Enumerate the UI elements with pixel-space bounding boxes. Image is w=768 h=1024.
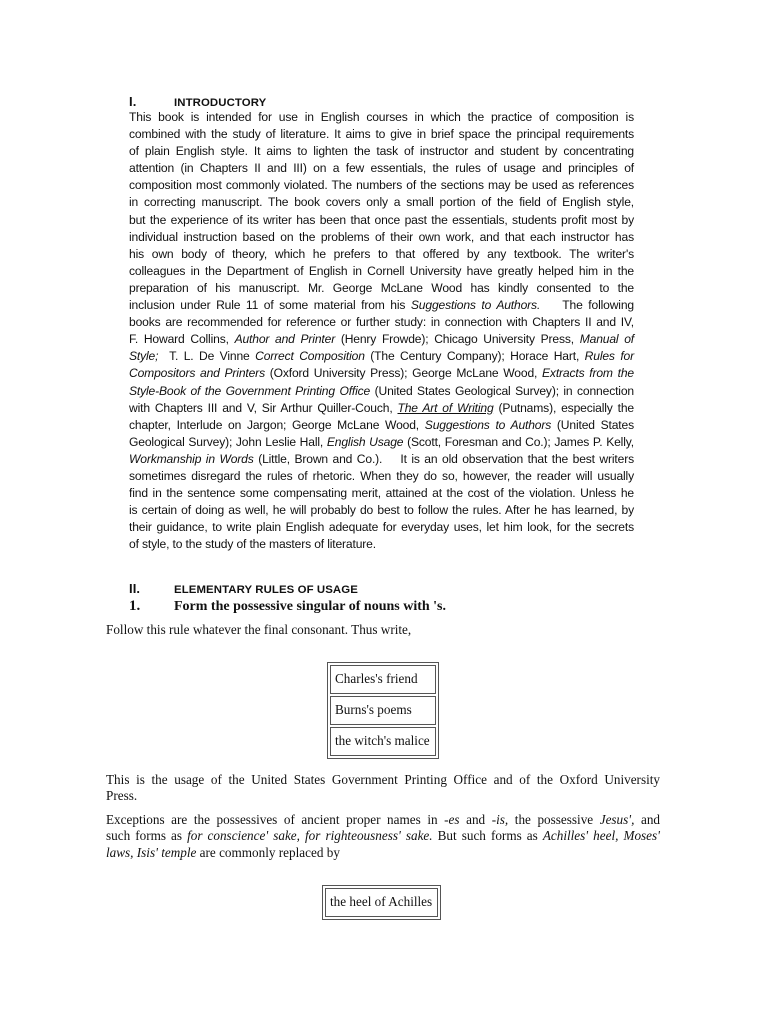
text-line: his own body of theory, which he prefers to that offered by any textbook. The writer's	[129, 246, 634, 261]
text-line: their guidance, to write plain English adequate for everyday uses, let him look, for the secrets	[129, 520, 634, 535]
text-line	[106, 845, 660, 861]
exceptions-paragraph	[106, 812, 660, 861]
text-line: individual instruction based on the problems of their own work, and that each instructor has	[129, 229, 634, 244]
text-line	[106, 812, 660, 828]
text-run: Geological Survey); John Leslie Hall,	[129, 434, 327, 449]
text-line: sometimes disregard the rules of rhetoric. When they do so, however, the reader will usually	[129, 468, 634, 483]
text-run: are commonly replaced by	[196, 844, 340, 860]
text-line	[129, 365, 634, 382]
usage-paragraph	[106, 772, 660, 805]
text-run: (Oxford University Press); George McLane Wood,	[264, 366, 543, 381]
text-line: in correcting manuscript. The book covers only a small portion of the field of English style,	[129, 195, 634, 210]
text-line: of style, to the study of the masters of literature.	[129, 537, 376, 552]
book-title: Manual of	[579, 332, 634, 347]
text-line	[129, 348, 634, 365]
text-run: inclusion under Rule 11 of some material from his	[129, 298, 411, 313]
text-run: The following	[540, 298, 634, 313]
text-line	[129, 400, 634, 417]
text-run: (United States Geological Survey); in connection	[370, 383, 634, 398]
book-title: Suggestions to Authors	[424, 417, 552, 432]
text-line: This book is intended for use in English courses in which the practice of composition is	[129, 110, 634, 124]
italic-run: Jesus',	[599, 812, 635, 827]
section-heading-introductory	[129, 94, 266, 109]
text-run: T. L. De Vinne	[163, 349, 256, 364]
text-run: Exceptions are the possessives of ancient proper names in	[106, 812, 445, 827]
text-run: the possessive	[508, 812, 600, 827]
text-line: colleagues in the Department of English in Cornell University have greatly helped him in the	[129, 263, 634, 278]
text-line	[129, 331, 634, 348]
text-line: Press.	[106, 788, 138, 804]
italic-run: for conscience' sake, for righteousness' sake.	[187, 828, 433, 844]
text-run: (The Century Company); Horace Hart,	[364, 349, 585, 364]
book-title: Style;	[129, 349, 164, 364]
replacement-table	[322, 885, 441, 920]
text-line: but the experience of its writer has been that once past the essentials, students profit most by	[129, 212, 634, 227]
table-cell: the heel of Achilles	[325, 888, 438, 917]
section-title: ELEMENTARY RULES OF USAGE	[174, 584, 358, 596]
section-number: I.	[129, 94, 137, 109]
examples-table	[327, 662, 439, 759]
rule-title: Form the possessive singular of nouns with 's.	[174, 599, 447, 614]
text-line	[129, 297, 634, 314]
italic-run: -is,	[491, 812, 509, 827]
text-line: Follow this rule whatever the final consonant. Thus write,	[106, 622, 412, 637]
introductory-paragraph	[129, 109, 634, 553]
text-line: find in the sentence some compensating merit, attained at the cost of the violation. Unless he	[129, 486, 634, 501]
text-run: and	[634, 812, 661, 827]
table-row	[330, 727, 436, 756]
book-title: Style-Book of the Government Printing Office	[129, 383, 371, 398]
italic-run: -es	[444, 812, 460, 827]
table-cell: the witch's malice	[330, 727, 436, 756]
book-title: Extracts from the	[542, 366, 634, 381]
book-title: Suggestions to Authors.	[410, 298, 541, 313]
text-line: composition most commonly violated. The numbers of the sections may be used as references	[129, 178, 634, 193]
table-cell: Burns's poems	[330, 696, 436, 725]
text-run: and	[459, 812, 492, 827]
table-row	[330, 665, 436, 694]
text-line	[129, 417, 634, 434]
text-run: But such forms as	[432, 828, 543, 844]
text-run: (Putnams), especially the	[493, 400, 634, 415]
text-run: (Little, Brown and Co.). It is an old observation that the best writers	[253, 451, 634, 466]
text-line: preparation of his manuscript. Mr. George McLane Wood has kindly consented to the	[129, 280, 634, 295]
book-title: Workmanship in Words	[129, 451, 254, 466]
rule-heading	[129, 598, 446, 615]
text-run: (Scott, Foresman and Co.); James P. Kelly,	[403, 434, 634, 449]
text-line: This is the usage of the United States Government Printing Office and of the Oxford University	[106, 772, 660, 787]
section-number: II.	[129, 581, 141, 596]
table-row	[325, 888, 438, 917]
text-line: is certain of doing as well, he will probably do best to follow the rules. After he has learned, by	[129, 503, 634, 518]
italic-run: laws, Isis' temple	[106, 844, 197, 860]
rule-number: 1.	[129, 598, 141, 614]
book-title: Correct Composition	[255, 349, 365, 364]
text-run: (Henry Frowde); Chicago University Press,	[335, 332, 580, 347]
book-title: Rules for	[584, 349, 634, 364]
text-line	[129, 383, 634, 400]
text-run: chapter, Interlude on Jargon; George McLane Wood,	[129, 417, 425, 432]
text-run: with Chapters III and V, Sir Arthur Quiller-Couch,	[129, 400, 398, 415]
text-line: combined with the study of literature. It aims to give in brief space the principal requirements	[129, 127, 634, 142]
book-title-underlined: The Art of Writing	[397, 400, 494, 415]
section-title: INTRODUCTORY	[174, 97, 267, 109]
text-line	[129, 434, 634, 451]
text-run: F. Howard Collins,	[129, 332, 235, 347]
book-title: Compositors and Printers	[129, 366, 265, 381]
table-cell: Charles's friend	[330, 665, 436, 694]
text-run: such forms as	[106, 828, 188, 844]
text-run: (United States	[551, 417, 634, 432]
book-title: Author and Printer	[234, 332, 336, 347]
follow-rule-text	[106, 622, 660, 638]
text-line: books are recommended for reference or further study: in connection with Chapters II and IV,	[129, 315, 634, 330]
table-row	[330, 696, 436, 725]
text-line	[106, 828, 660, 844]
book-title: English Usage	[326, 434, 404, 449]
section-heading-elementary-rules	[129, 581, 358, 596]
text-line: attention (in Chapters II and III) on a few essentials, the rules of usage and principles of	[129, 161, 634, 176]
italic-run: Achilles' heel, Moses'	[542, 828, 660, 844]
text-line: of plain English style. It aims to lighten the task of instructor and student by concentrating	[129, 144, 634, 159]
text-line	[129, 451, 634, 468]
